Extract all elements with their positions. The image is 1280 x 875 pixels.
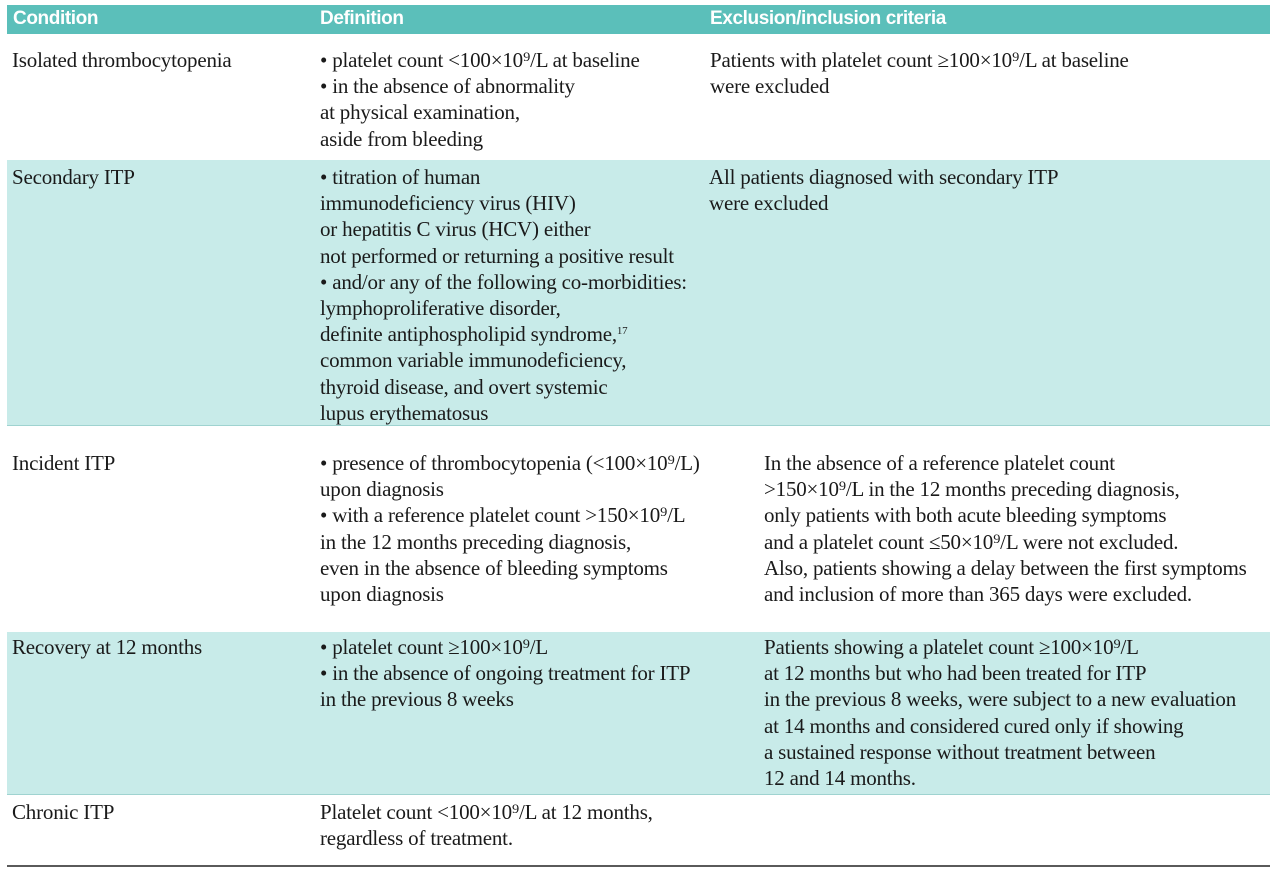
condition-label: Isolated thrombocytopenia	[12, 48, 232, 72]
definition-line: • and/or any of the following co-morbidities:	[320, 269, 687, 294]
header-criteria: Exclusion/inclusion criteria	[710, 8, 946, 29]
condition-cell	[12, 799, 114, 825]
definition-line: even in the absence of bleeding symptoms	[320, 555, 668, 580]
definition-cell	[320, 634, 690, 713]
definition-line: • in the absence of abnormality	[320, 74, 575, 99]
definition-line: lymphoproliferative disorder,	[320, 296, 561, 321]
definition-line: Platelet count <100×10⁹/L at 12 months,	[320, 800, 653, 824]
definition-line: upon diagnosis	[320, 582, 444, 607]
criteria-line: at 14 months and considered cured only if showing	[764, 713, 1184, 738]
definition-line: • platelet count ≥100×10⁹/L	[320, 635, 549, 659]
definition-line: aside from bleeding	[320, 126, 483, 151]
table-header	[7, 5, 1270, 34]
definition-line: • platelet count <100×10⁹/L at baseline	[320, 48, 640, 72]
condition-cell	[12, 164, 135, 190]
criteria-cell	[710, 47, 1129, 99]
criteria-line: were excluded	[709, 191, 829, 216]
table-row	[7, 797, 1270, 857]
definition-line: immunodeficiency virus (HIV)	[320, 191, 576, 216]
definition-line: • in the absence of ongoing treatment for ITP	[320, 661, 691, 686]
criteria-line: only patients with both acute bleeding symptoms	[764, 503, 1167, 528]
criteria-cell	[764, 450, 1247, 607]
reference-superscript: 17	[616, 325, 628, 338]
condition-label: Recovery at 12 months	[12, 635, 203, 659]
criteria-line: Patients with platelet count ≥100×10⁹/L at baseline	[710, 48, 1129, 72]
criteria-line: and a platelet count ≤50×10⁹/L were not excluded.	[764, 529, 1179, 554]
condition-cell	[12, 634, 202, 660]
condition-label: Chronic ITP	[12, 800, 115, 824]
criteria-line: >150×10⁹/L in the 12 months preceding diagnosis,	[764, 477, 1180, 502]
table-bottom-rule	[7, 865, 1270, 867]
definition-line: common variable immunodeficiency,	[320, 348, 627, 373]
criteria-line: Patients showing a platelet count ≥100×10⁹/L	[764, 635, 1139, 659]
criteria-line: at 12 months but who had been treated for ITP	[764, 661, 1147, 686]
definition-text: definite antiphospholipid syndrome,	[320, 322, 617, 347]
row-divider	[7, 794, 1270, 795]
definition-line	[320, 321, 687, 347]
definition-cell	[320, 47, 640, 152]
definition-line: in the 12 months preceding diagnosis,	[320, 529, 632, 554]
criteria-line: 12 and 14 months.	[764, 766, 916, 791]
criteria-line: a sustained response without treatment between	[764, 739, 1156, 764]
condition-cell	[12, 450, 115, 476]
criteria-line: in the previous 8 weeks, were subject to a new evaluation	[764, 687, 1237, 712]
definition-line: thyroid disease, and overt systemic	[320, 374, 608, 399]
criteria-line: were excluded	[710, 74, 830, 99]
criteria-cell	[709, 164, 1058, 216]
definition-line: at physical examination,	[320, 100, 520, 125]
definition-cell	[320, 450, 700, 607]
definition-line: • with a reference platelet count >150×10⁹/L	[320, 503, 686, 528]
definition-line: • presence of thrombocytopenia (<100×10⁹/L)	[320, 451, 700, 475]
criteria-line: and inclusion of more than 365 days were excluded.	[764, 582, 1192, 607]
criteria-line: Also, patients showing a delay between the first symptoms	[764, 555, 1247, 580]
table-row	[7, 450, 1270, 630]
table-row	[7, 47, 1270, 165]
table-row	[7, 632, 1270, 794]
definition-line: regardless of treatment.	[320, 826, 513, 851]
condition-label: Incident ITP	[12, 451, 116, 475]
definition-line: upon diagnosis	[320, 477, 444, 502]
header-definition: Definition	[320, 8, 404, 29]
criteria-line: All patients diagnosed with secondary ITP	[709, 165, 1059, 189]
definition-line: not performed or returning a positive result	[320, 243, 674, 268]
definition-line: lupus erythematosus	[320, 400, 489, 425]
criteria-cell	[764, 634, 1236, 791]
definition-cell	[320, 799, 653, 851]
definition-cell	[320, 164, 687, 426]
row-divider	[7, 425, 1270, 426]
definition-line: in the previous 8 weeks	[320, 687, 514, 712]
header-condition: Condition	[13, 8, 99, 29]
definition-line: or hepatitis C virus (HCV) either	[320, 217, 591, 242]
condition-label: Secondary ITP	[12, 165, 135, 189]
definition-line: • titration of human	[320, 165, 481, 189]
condition-cell	[12, 47, 232, 73]
table-row	[7, 160, 1270, 425]
criteria-line: In the absence of a reference platelet count	[764, 451, 1115, 475]
